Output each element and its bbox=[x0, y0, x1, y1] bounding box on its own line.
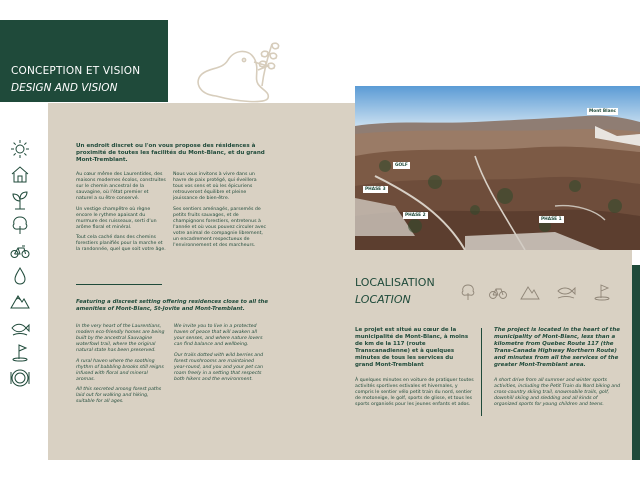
design-col2-en bbox=[174, 324, 266, 387]
paragraph: Tout cela caché dans des chemins forestiers planifiés pour la marche et la randonnée, quel que soit votre âge. bbox=[76, 235, 166, 252]
design-intro-fr: Un endroit discret ou l'on vous propose des résidences à proximité de toutes les facilités du Mont-Blanc, et du grand Mont-Tremblant. bbox=[76, 143, 265, 164]
tree-icon bbox=[9, 214, 31, 236]
design-col1-fr bbox=[76, 172, 166, 258]
location-title-en: LOCATION bbox=[355, 293, 411, 306]
seedling-icon bbox=[9, 189, 31, 211]
duck-logo bbox=[188, 36, 283, 106]
dining-icon bbox=[9, 367, 31, 389]
location-bold-fr: Le projet est situé au cœur de la municipalité de Mont-Blanc, à moins de km de la 117 (route Transcanadienne) et à quelques minutes de tous les services du grand Mont-Tremblant bbox=[355, 327, 469, 368]
amenity-icons bbox=[9, 138, 33, 392]
aerial-photo bbox=[355, 86, 640, 250]
title-fr: CONCEPTION ET VISION bbox=[11, 65, 141, 77]
fish-icon bbox=[556, 283, 576, 301]
paragraph: All this secreted among forest paths laid out for walking and hiking, suitable for all ages. bbox=[76, 387, 162, 404]
paragraph: Un vestige champêtre où règne encore le rythme apaisant du murmure des ruisseaux, serti d'un arôme floral et minéral. bbox=[76, 206, 157, 230]
column-divider bbox=[481, 328, 482, 416]
paragraph: Au cœur même des Laurentides, des maisons modernes écolos, construites sur le chemin ancestral de la sauvagine, où l'état premier et naturel a su être conservé. bbox=[76, 172, 166, 201]
divider bbox=[76, 284, 162, 285]
golf-flag-icon bbox=[9, 341, 31, 363]
title-en: DESIGN AND VISION bbox=[11, 82, 118, 94]
golf-flag-icon bbox=[592, 283, 612, 301]
paragraph: Ses sentiers aménagés, parsemés de petits fruits sauvages, et de champignons forestiers, entretenus à l'année et où vous pouvez circuler avec votre animal de compagnie librement, un encadrement respectueux de l'environnement et des marcheurs. bbox=[173, 206, 267, 248]
tree-icon bbox=[458, 283, 478, 301]
paragraph: A rural haven where the soothing rhythm of babbling brooks still reigns infused with floral and mineral aromas. bbox=[76, 358, 164, 382]
design-intro-en: Featuring a discreet setting offering residences close to all the amenities of Mont-Blanc, St-Jovite and Mont-Tremblant. bbox=[76, 299, 269, 312]
label-golf: GOLF bbox=[395, 163, 408, 168]
mountain-icon bbox=[9, 290, 31, 312]
design-col2-fr bbox=[173, 172, 267, 253]
title-block bbox=[0, 20, 168, 102]
location-bold-en: The project is located in the heart of the municipality of Mont-Blanc, less than a kilometre from Quebec Route 117 (the Trans-Canada Highway Northern Route) and minutes from all the services of the greater Mont-Tremblant area. bbox=[494, 327, 620, 368]
paragraph: We invite you to live in a protected haven of peace that will awaken all your senses, and where nature lovers can find balance and wellbeing. bbox=[174, 324, 263, 347]
location-text-en: A short drive from all summer and winter sports activities, including the Petit Train du Nord biking and cross-country skiing trail, snowmobile trails, golf, downhill skiing and sledding and all kinds of organized sports for young children and teens. bbox=[494, 378, 621, 407]
bicycle-icon bbox=[9, 240, 31, 262]
design-col1-en bbox=[76, 324, 168, 410]
mountain-icon bbox=[520, 283, 540, 301]
location-title-fr: LOCALISATION bbox=[355, 276, 435, 289]
label-phase-3: PHASE 3 bbox=[365, 187, 386, 192]
green-edge bbox=[632, 265, 640, 460]
label-mont-blanc: Mont Blanc bbox=[589, 109, 617, 114]
location-text-fr: À quelques minutes en voiture de pratiquer toutes activités sportives estivales et hivernales, y compris le sentier vélo petit train du nord, sentier de motoneige, le golf, sports de glisse, et tous les sports organisés pour les jeunes enfants et ados. bbox=[355, 378, 474, 407]
label-phase-2: PHASE 2 bbox=[405, 213, 426, 218]
paragraph: Nous vous invitons à vivre dans un havre de paix protégé, qui éveillera tous vos sens et où les épicuriens retrouveront équilibre et pleine jouissance de bien-être. bbox=[173, 172, 257, 201]
bicycle-icon bbox=[488, 283, 508, 301]
label-phase-1: PHASE 1 bbox=[541, 217, 562, 222]
paragraph: Our trails dotted with wild berries and forest mushrooms are maintained year-round, and you and your pet can roam freely in a setting that respects both hikers and the environment. bbox=[174, 352, 264, 382]
water-drop-icon bbox=[9, 265, 31, 287]
paragraph: In the very heart of the Laurentians, modern eco-friendly homes are being built by the ancestral Sauvagine waterfowl trail, where the original natural state has been preserved. bbox=[76, 324, 165, 353]
sun-icon bbox=[9, 138, 31, 160]
fish-icon bbox=[9, 316, 31, 338]
house-icon bbox=[9, 163, 31, 185]
